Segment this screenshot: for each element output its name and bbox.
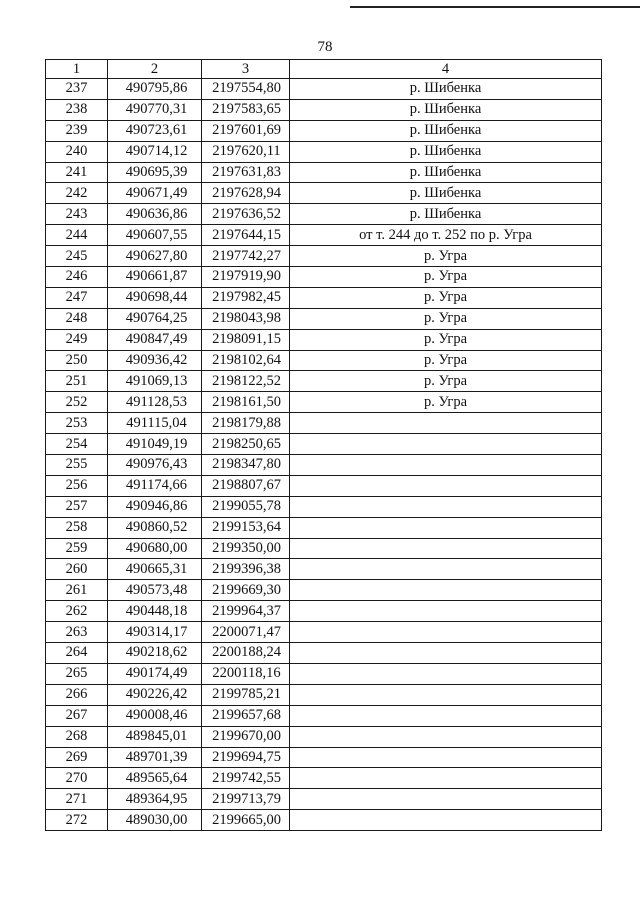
table-row xyxy=(46,789,602,810)
x-coordinate-cell: 490627,80 xyxy=(108,246,202,267)
y-coordinate-cell: 2199350,00 xyxy=(202,538,290,559)
table-row xyxy=(46,496,602,517)
point-number-cell: 268 xyxy=(46,726,108,747)
description-cell xyxy=(290,475,602,496)
x-coordinate-cell: 490764,25 xyxy=(108,308,202,329)
description-cell: от т. 244 до т. 252 по р. Угра xyxy=(290,225,602,246)
y-coordinate-cell: 2200118,16 xyxy=(202,663,290,684)
y-coordinate-cell: 2199055,78 xyxy=(202,496,290,517)
description-cell: р. Шибенка xyxy=(290,99,602,120)
table-row xyxy=(46,350,602,371)
description-cell: р. Угра xyxy=(290,329,602,350)
x-coordinate-cell: 490671,49 xyxy=(108,183,202,204)
description-cell xyxy=(290,705,602,726)
x-coordinate-cell: 489845,01 xyxy=(108,726,202,747)
description-cell xyxy=(290,663,602,684)
x-coordinate-cell: 491049,19 xyxy=(108,434,202,455)
table-row xyxy=(46,726,602,747)
x-coordinate-cell: 490795,86 xyxy=(108,79,202,100)
x-coordinate-cell: 490008,46 xyxy=(108,705,202,726)
table-row xyxy=(46,79,602,100)
x-coordinate-cell: 489030,00 xyxy=(108,810,202,831)
point-number-cell: 247 xyxy=(46,287,108,308)
description-cell xyxy=(290,559,602,580)
table-row xyxy=(46,622,602,643)
x-coordinate-cell: 490770,31 xyxy=(108,99,202,120)
table-row xyxy=(46,455,602,476)
description-cell: р. Угра xyxy=(290,350,602,371)
point-number-cell: 272 xyxy=(46,810,108,831)
point-number-cell: 250 xyxy=(46,350,108,371)
point-number-cell: 242 xyxy=(46,183,108,204)
header-col-2: 2 xyxy=(108,60,202,79)
point-number-cell: 245 xyxy=(46,246,108,267)
description-cell xyxy=(290,580,602,601)
y-coordinate-cell: 2197620,11 xyxy=(202,141,290,162)
y-coordinate-cell: 2197628,94 xyxy=(202,183,290,204)
y-coordinate-cell: 2199964,37 xyxy=(202,601,290,622)
description-cell xyxy=(290,768,602,789)
y-coordinate-cell: 2197631,83 xyxy=(202,162,290,183)
y-coordinate-cell: 2199713,79 xyxy=(202,789,290,810)
table-row xyxy=(46,810,602,831)
description-cell: р. Шибенка xyxy=(290,120,602,141)
point-number-cell: 249 xyxy=(46,329,108,350)
y-coordinate-cell: 2199657,68 xyxy=(202,705,290,726)
x-coordinate-cell: 490174,49 xyxy=(108,663,202,684)
point-number-cell: 262 xyxy=(46,601,108,622)
point-number-cell: 255 xyxy=(46,455,108,476)
top-rule xyxy=(350,6,640,8)
x-coordinate-cell: 491115,04 xyxy=(108,413,202,434)
point-number-cell: 271 xyxy=(46,789,108,810)
x-coordinate-cell: 490698,44 xyxy=(108,287,202,308)
point-number-cell: 269 xyxy=(46,747,108,768)
description-cell xyxy=(290,684,602,705)
x-coordinate-cell: 490976,43 xyxy=(108,455,202,476)
point-number-cell: 258 xyxy=(46,517,108,538)
description-cell xyxy=(290,517,602,538)
table-row xyxy=(46,747,602,768)
description-cell xyxy=(290,643,602,664)
description-cell xyxy=(290,538,602,559)
table-row xyxy=(46,768,602,789)
y-coordinate-cell: 2197601,69 xyxy=(202,120,290,141)
table-row xyxy=(46,538,602,559)
x-coordinate-cell: 491174,66 xyxy=(108,475,202,496)
table-row xyxy=(46,141,602,162)
point-number-cell: 246 xyxy=(46,267,108,288)
table-row xyxy=(46,434,602,455)
y-coordinate-cell: 2199396,38 xyxy=(202,559,290,580)
table-row xyxy=(46,580,602,601)
y-coordinate-cell: 2198043,98 xyxy=(202,308,290,329)
y-coordinate-cell: 2199153,64 xyxy=(202,517,290,538)
table-row xyxy=(46,287,602,308)
y-coordinate-cell: 2198161,50 xyxy=(202,392,290,413)
point-number-cell: 257 xyxy=(46,496,108,517)
y-coordinate-cell: 2198347,80 xyxy=(202,455,290,476)
description-cell xyxy=(290,747,602,768)
x-coordinate-cell: 490936,42 xyxy=(108,350,202,371)
y-coordinate-cell: 2197742,27 xyxy=(202,246,290,267)
y-coordinate-cell: 2199669,30 xyxy=(202,580,290,601)
table-row xyxy=(46,705,602,726)
y-coordinate-cell: 2198122,52 xyxy=(202,371,290,392)
table-row xyxy=(46,267,602,288)
point-number-cell: 260 xyxy=(46,559,108,580)
point-number-cell: 251 xyxy=(46,371,108,392)
description-cell: р. Шибенка xyxy=(290,183,602,204)
table-row xyxy=(46,392,602,413)
point-number-cell: 243 xyxy=(46,204,108,225)
description-cell xyxy=(290,413,602,434)
point-number-cell: 264 xyxy=(46,643,108,664)
point-number-cell: 254 xyxy=(46,434,108,455)
y-coordinate-cell: 2199785,21 xyxy=(202,684,290,705)
y-coordinate-cell: 2198091,15 xyxy=(202,329,290,350)
point-number-cell: 253 xyxy=(46,413,108,434)
x-coordinate-cell: 490218,62 xyxy=(108,643,202,664)
table-row xyxy=(46,225,602,246)
point-number-cell: 239 xyxy=(46,120,108,141)
x-coordinate-cell: 490314,17 xyxy=(108,622,202,643)
x-coordinate-cell: 490714,12 xyxy=(108,141,202,162)
table-body xyxy=(46,79,602,831)
table-row xyxy=(46,162,602,183)
x-coordinate-cell: 490607,55 xyxy=(108,225,202,246)
table-row xyxy=(46,246,602,267)
description-cell: р. Шибенка xyxy=(290,141,602,162)
coordinates-table xyxy=(45,59,602,831)
point-number-cell: 244 xyxy=(46,225,108,246)
point-number-cell: 248 xyxy=(46,308,108,329)
y-coordinate-cell: 2199670,00 xyxy=(202,726,290,747)
point-number-cell: 252 xyxy=(46,392,108,413)
x-coordinate-cell: 490226,42 xyxy=(108,684,202,705)
description-cell: р. Шибенка xyxy=(290,79,602,100)
y-coordinate-cell: 2197636,52 xyxy=(202,204,290,225)
y-coordinate-cell: 2197644,15 xyxy=(202,225,290,246)
x-coordinate-cell: 490448,18 xyxy=(108,601,202,622)
y-coordinate-cell: 2197982,45 xyxy=(202,287,290,308)
x-coordinate-cell: 489364,95 xyxy=(108,789,202,810)
x-coordinate-cell: 490661,87 xyxy=(108,267,202,288)
table-row xyxy=(46,371,602,392)
y-coordinate-cell: 2197583,65 xyxy=(202,99,290,120)
point-number-cell: 256 xyxy=(46,475,108,496)
table-row xyxy=(46,559,602,580)
point-number-cell: 267 xyxy=(46,705,108,726)
point-number-cell: 270 xyxy=(46,768,108,789)
point-number-cell: 240 xyxy=(46,141,108,162)
table-header-row xyxy=(46,60,602,79)
x-coordinate-cell: 490860,52 xyxy=(108,517,202,538)
header-col-1: 1 xyxy=(46,60,108,79)
table-row xyxy=(46,329,602,350)
table-row xyxy=(46,517,602,538)
description-cell: р. Угра xyxy=(290,246,602,267)
point-number-cell: 241 xyxy=(46,162,108,183)
point-number-cell: 237 xyxy=(46,79,108,100)
y-coordinate-cell: 2199694,75 xyxy=(202,747,290,768)
table-row xyxy=(46,308,602,329)
description-cell xyxy=(290,726,602,747)
point-number-cell: 263 xyxy=(46,622,108,643)
y-coordinate-cell: 2200071,47 xyxy=(202,622,290,643)
description-cell: р. Угра xyxy=(290,392,602,413)
y-coordinate-cell: 2200188,24 xyxy=(202,643,290,664)
y-coordinate-cell: 2197554,80 xyxy=(202,79,290,100)
table-row xyxy=(46,183,602,204)
table-row xyxy=(46,99,602,120)
description-cell: р. Шибенка xyxy=(290,204,602,225)
x-coordinate-cell: 490847,49 xyxy=(108,329,202,350)
y-coordinate-cell: 2198250,65 xyxy=(202,434,290,455)
page-number: 78 xyxy=(317,39,333,55)
description-cell xyxy=(290,622,602,643)
header-col-3: 3 xyxy=(202,60,290,79)
table-row xyxy=(46,684,602,705)
point-number-cell: 265 xyxy=(46,663,108,684)
table-row xyxy=(46,413,602,434)
y-coordinate-cell: 2197919,90 xyxy=(202,267,290,288)
x-coordinate-cell: 490573,48 xyxy=(108,580,202,601)
table-row xyxy=(46,663,602,684)
table-row xyxy=(46,120,602,141)
description-cell: р. Угра xyxy=(290,371,602,392)
x-coordinate-cell: 490695,39 xyxy=(108,162,202,183)
y-coordinate-cell: 2199742,55 xyxy=(202,768,290,789)
table-row xyxy=(46,601,602,622)
x-coordinate-cell: 490665,31 xyxy=(108,559,202,580)
description-cell xyxy=(290,496,602,517)
table-row xyxy=(46,204,602,225)
description-cell xyxy=(290,434,602,455)
y-coordinate-cell: 2198179,88 xyxy=(202,413,290,434)
description-cell xyxy=(290,601,602,622)
x-coordinate-cell: 490680,00 xyxy=(108,538,202,559)
table-row xyxy=(46,643,602,664)
description-cell xyxy=(290,455,602,476)
description-cell xyxy=(290,810,602,831)
x-coordinate-cell: 489565,64 xyxy=(108,768,202,789)
y-coordinate-cell: 2199665,00 xyxy=(202,810,290,831)
point-number-cell: 238 xyxy=(46,99,108,120)
description-cell: р. Шибенка xyxy=(290,162,602,183)
x-coordinate-cell: 490723,61 xyxy=(108,120,202,141)
x-coordinate-cell: 490946,86 xyxy=(108,496,202,517)
table-row xyxy=(46,475,602,496)
y-coordinate-cell: 2198807,67 xyxy=(202,475,290,496)
description-cell: р. Угра xyxy=(290,267,602,288)
point-number-cell: 259 xyxy=(46,538,108,559)
description-cell: р. Угра xyxy=(290,308,602,329)
description-cell: р. Угра xyxy=(290,287,602,308)
x-coordinate-cell: 490636,86 xyxy=(108,204,202,225)
x-coordinate-cell: 491128,53 xyxy=(108,392,202,413)
description-cell xyxy=(290,789,602,810)
x-coordinate-cell: 491069,13 xyxy=(108,371,202,392)
point-number-cell: 266 xyxy=(46,684,108,705)
y-coordinate-cell: 2198102,64 xyxy=(202,350,290,371)
header-col-4: 4 xyxy=(290,60,602,79)
point-number-cell: 261 xyxy=(46,580,108,601)
x-coordinate-cell: 489701,39 xyxy=(108,747,202,768)
